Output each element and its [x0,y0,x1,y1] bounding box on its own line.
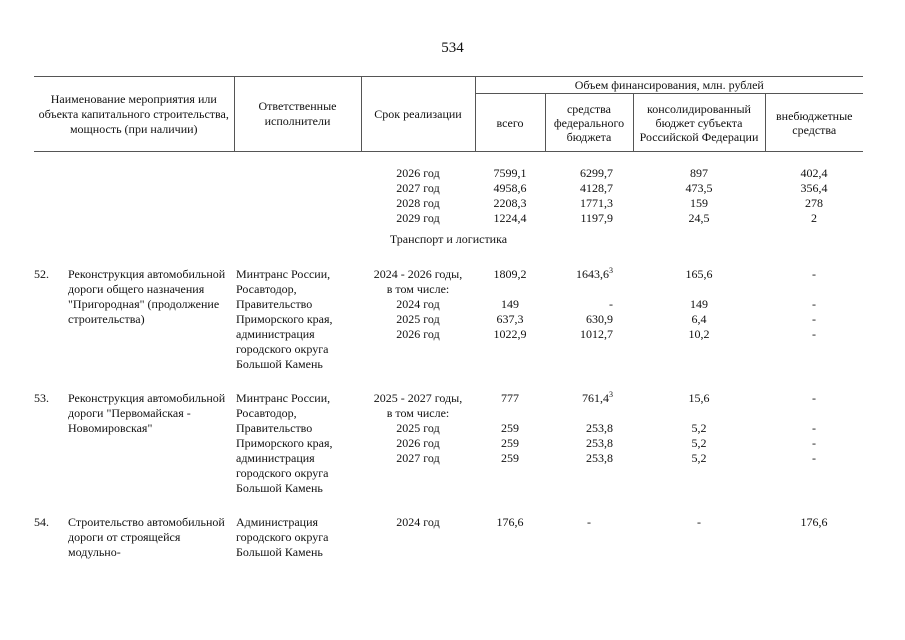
header-funding-group: Объем финансирования, млн. рублей [475,77,863,94]
table-row [34,211,863,226]
entry-number: 52. [34,267,49,281]
cell-federal: 630,9 [586,312,613,326]
federal-value: 761,4 [582,391,609,405]
period-sub: в том числе: [386,406,450,420]
footnote-marker: 3 [609,266,613,275]
cell-federal: 253,8 [586,451,613,465]
cell-extra: - [812,312,816,326]
cell-period: 2026 год [396,166,440,180]
entry-name: Реконструкция автомобильной дороги "Первомайская - Новомировская" [68,391,226,435]
cell-federal: - [587,515,591,529]
cell-period: 2025 год [396,421,440,435]
cell-federal: 1012,7 [580,327,613,341]
cell-total: 176,6 [496,515,524,529]
cell-federal: - [609,297,613,311]
entry-name: Строительство автомобильной дороги от строящейся модульно- [68,515,225,559]
header-total: всего [475,94,545,152]
cell-period: 2028 год [396,196,440,210]
cell-extra: - [812,391,816,405]
cell-regional: 6,4 [691,312,707,326]
cell-extra: - [812,451,816,465]
entry-responsible: Администрация городского округа Большой Камень [236,515,329,559]
cell-federal: 253,8 [586,436,613,450]
cell-period: 2026 год [396,327,440,341]
entry-period [361,267,475,297]
cell-total: 1022,9 [493,327,527,341]
entry-name-cell [34,267,234,377]
entry-row [34,515,863,560]
period-main: 2024 - 2026 годы, [373,267,463,281]
cell-federal [545,391,633,421]
entry-name: Реконструкция автомобильной дороги общего назначения "Пригородная" (продолжение строительства) [68,267,226,326]
cell-total: 637,3 [496,312,524,326]
cell-extra: - [812,267,816,281]
cell-regional: 165,6 [685,267,713,281]
cell-extra: - [812,297,816,311]
header-responsible: Ответственные исполнители [234,77,361,152]
cell-period: 2025 год [396,312,440,326]
cell-period: 2027 год [396,181,440,195]
entry-name-cell [34,515,234,560]
cell-total: 259 [501,436,519,450]
cell-regional: - [697,515,701,529]
cell-federal: 1771,3 [580,196,613,210]
cell-regional: 473,5 [685,181,713,195]
cell-extra: 356,4 [800,181,828,195]
cell-total: 1809,2 [493,267,527,281]
cell-regional: 159 [690,196,708,210]
cell-total: 149 [501,297,519,311]
entry-number: 53. [34,391,49,405]
table-body [34,152,863,561]
cell-period: 2029 год [396,211,440,225]
cell-federal: 1197,9 [580,211,613,225]
period-sub: в том числе: [386,282,450,296]
entry-responsible: Минтранс России, Росавтодор, Правительство Приморского края, администрация городского округа Большой Камень [236,267,333,371]
header-extra: внебюджетные средства [765,94,863,152]
cell-extra: 176,6 [800,515,828,529]
table-row [34,166,863,181]
cell-extra: 278 [805,196,823,210]
header-name: Наименование мероприятия или объекта капитального строительства, мощность (при наличии) [34,77,234,152]
table-row [34,196,863,211]
cell-total: 4958,6 [493,181,527,195]
cell-extra: - [812,421,816,435]
cell-extra: - [812,327,816,341]
header-federal: средства федерального бюджета [545,94,633,152]
cell-regional: 5,2 [691,451,707,465]
cell-regional: 10,2 [688,327,710,341]
cell-regional: 149 [690,297,708,311]
entry-name-cell [34,391,234,501]
cell-regional: 897 [690,166,708,180]
cell-total: 777 [501,391,519,405]
entry-number: 54. [34,515,49,529]
table-row [34,181,863,196]
entry-row [34,267,863,297]
cell-extra: 402,4 [800,166,828,180]
entry-period: 2024 год [396,515,440,529]
cell-period: 2026 год [396,436,440,450]
section-title: Транспорт и логистика [389,232,508,246]
document-body [34,76,863,560]
header-regional: консолидированный бюджет субъекта Российской Федерации [633,94,765,152]
cell-regional: 5,2 [691,421,707,435]
cell-total: 2208,3 [493,196,527,210]
funding-table [34,76,863,560]
cell-period: 2024 год [396,297,440,311]
cell-total: 259 [501,451,519,465]
entry-row [34,391,863,421]
cell-regional: 24,5 [688,211,710,225]
cell-period: 2027 год [396,451,440,465]
section-heading-row [34,226,863,253]
federal-value: 1643,6 [576,267,609,281]
cell-total: 7599,1 [493,166,527,180]
header-period: Срок реализации [361,77,475,152]
cell-regional: 15,6 [688,391,710,405]
period-main: 2025 - 2027 годы, [373,391,463,405]
cell-federal: 6299,7 [580,166,613,180]
entry-period [361,391,475,421]
entry-responsible: Минтранс России, Росавтодор, Правительство Приморского края, администрация городского округа Большой Камень [236,391,333,495]
cell-total: 1224,4 [493,211,527,225]
table-header [34,77,863,152]
cell-federal: 253,8 [586,421,613,435]
cell-extra: 2 [811,211,817,225]
page-number: 534 [441,40,464,56]
footnote-marker: 3 [609,390,613,399]
cell-federal [545,267,633,297]
cell-total: 259 [501,421,519,435]
cell-regional: 5,2 [691,436,707,450]
cell-federal: 4128,7 [580,181,613,195]
cell-extra: - [812,436,816,450]
